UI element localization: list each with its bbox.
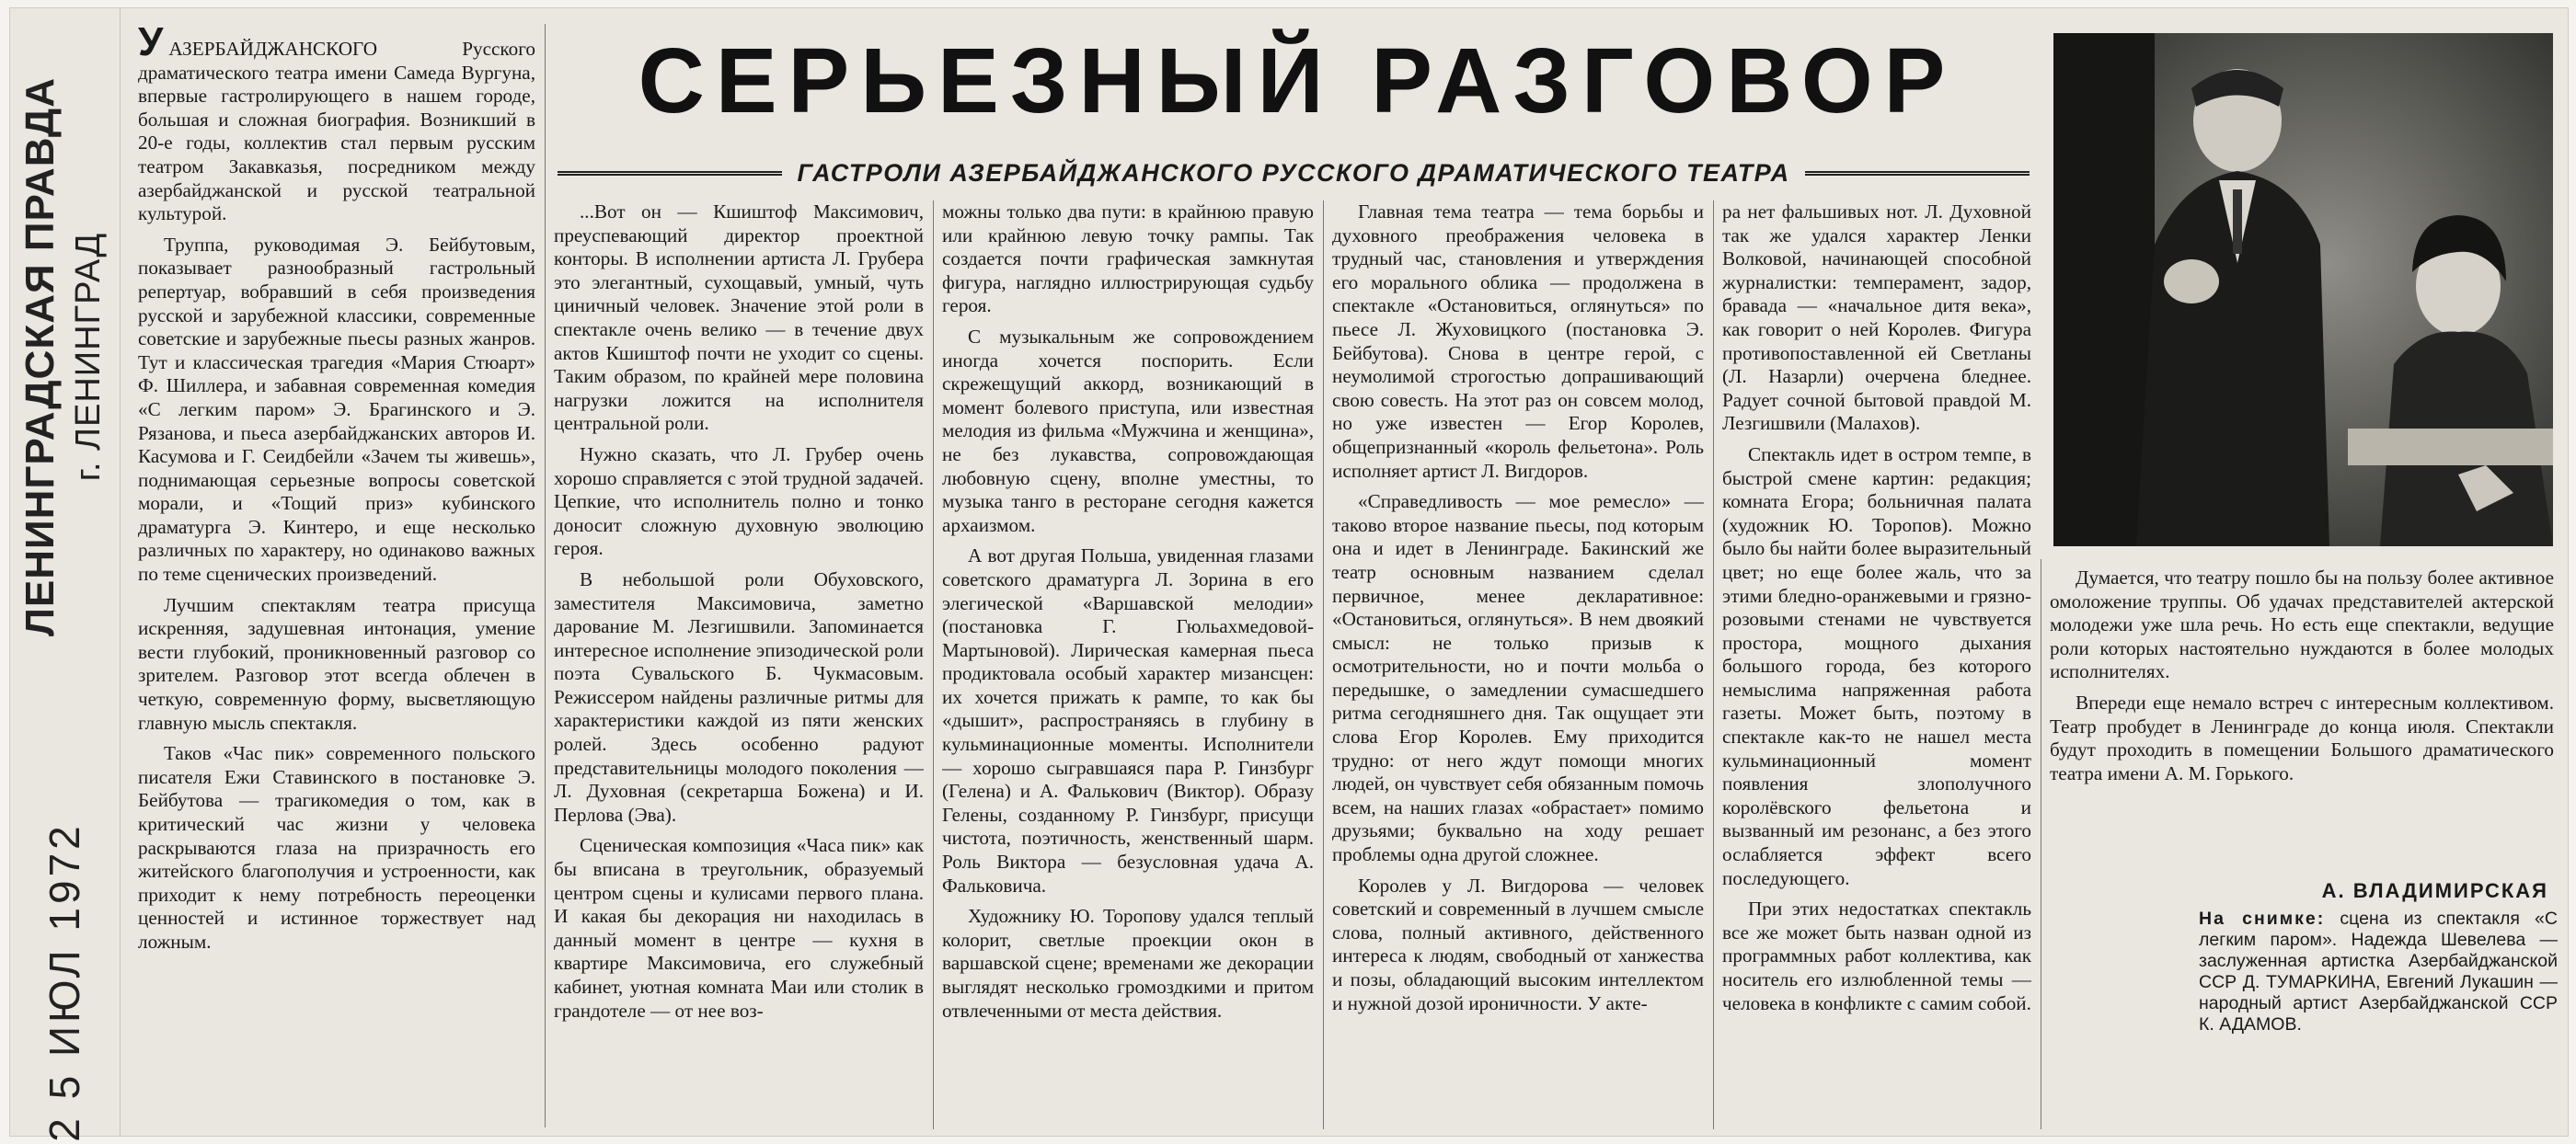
paragraph: Труппа, руководимая Э. Бейбутовым, показывает разнообразный гастрольный репертуар, вобравший в себя произведения русской и зарубежной классики, современные советские и зарубежные пьесы разных жанров. Тут и классическая трагедия «Мария Стюарт» Ф. Шиллера, и забавная современная комедия «С легким паром» Э. Брагинского и Э. Рязанова, и пьеса азербайджанских авторов И. Касумова и Г. Сеидбейли «Зачем ты живешь», поднимающая серьезные вопросы советской морали, и «Тощий приз» кубинского драматурга Э. Кинтеро, и еще несколько различных по характеру, но одинаково важных по теме сценических произведений. [138, 233, 535, 586]
subtitle-rule-left [558, 171, 782, 176]
column-divider [1713, 200, 1714, 1129]
photo-caption [2199, 909, 2558, 1035]
paragraph: Сценическая композиция «Часа пик» как бы вписана в треугольник, образуемый центром сцены и кулисами первого плана. И какая бы декорация ни находилась в данный момент в центре — кухня в квартире Максимовича, его служебный кабинет, уютная комната Маи или столик в грандотеле — от нее воз- [554, 834, 924, 1022]
paragraph: С музыкальным же сопровождением иногда хочется поспорить. Если скрежещущий аккорд, возникающий в момент болевого приступа, или известная мелодия из фильма «Мужчина и женщина», не без лукавства, сопровождающая любовную сцену, вполне уместны, то музыка танго в ресторане сегодня кажется архаизмом. [942, 325, 1314, 536]
library-stamp [9, 7, 121, 1142]
column-divider [933, 200, 934, 1129]
paragraph: Думается, что театру пошло бы на пользу более активное омоложение труппы. Об удачах представителей актерской молодежи уже шла речь. Но есть еще спектакли, ведущие роли которых настоятельно нуждаются в более молодых исполнителях. [2050, 566, 2554, 683]
newspaper-clipping [9, 7, 2569, 1142]
paragraph: Художнику Ю. Торопову удался теплый колорит, светлые проекции окон в варшавской сцене; временами же декорации выглядят несколько громоздкими и притом отвлеченными от места действия. [942, 905, 1314, 1022]
paragraph: Таков «Час пик» современного польского писателя Ежи Ставинского в постановке Э. Бейбутова — трагикомедия о том, как в критический час жизни у человека раскрываются глаза на призрачность его житейского благополучия и устроенности, как приходит к нему потребность переоценки ценностей и истинное торжествует над ложным. [138, 742, 535, 953]
column-divider [1323, 200, 1324, 1129]
intro-paragraph [138, 24, 535, 226]
paragraph: ра нет фальшивых нот. Л. Духовной так же удался характер Ленки Волковой, начинающей способной журналистки: темперамент, задор, бравада — «начальное дитя века», как говорит о ней Королев. Фигура противопоставленной ей Светланы (Л. Назарли) очерчена бледнее. Радует сочной бытовой правдой М. Лезгишвили (Малахов). [1722, 200, 2031, 435]
paragraph: Впереди еще немало встреч с интересным коллективом. Театр пробудет в Ленинграде до конца июля. Спектакли будут проходить в помещении Большого драматического театра имени А. М. Горького. [2050, 691, 2554, 784]
intro-text: АЗЕРБАЙДЖАНСКОГО Русского драматического театра имени Самеда Вургуна, впервые гастролирующего в нашем городе, большая и сложная биография. Возникший в 20-е годы, коллектив стал первым русским театром Закавказья, посредником между азербайджанской и русской театральной культурой. [138, 38, 535, 225]
paragraph: Лучшим спектаклям театра присуща искренняя, задушевная интонация, умение вести глубокий, проникновенный разговор со зрителем. Разговор этот всегда облечен в четкую, современную форму, высветляющую главную мысль спектакля. [138, 593, 535, 734]
stamp-newspaper-name: ЛЕНИНГРАДСКАЯ ПРАВДА [17, 76, 63, 637]
paragraph: Нужно сказать, что Л. Грубер очень хорошо справляется с этой трудной задачей. Цепкие, что исполнитель полно и тонко доносит сложную духовную эволюцию героя. [554, 442, 924, 560]
column-divider [545, 24, 546, 1127]
stamp-newspaper [17, 77, 112, 636]
subtitle-bar [558, 154, 2030, 191]
stage-photo [2053, 33, 2553, 546]
article-title: СЕРЬЕЗНЫЙ РАЗГОВОР [638, 29, 1957, 132]
column-1 [138, 24, 535, 1127]
column-3 [942, 200, 1314, 1129]
stamp-date: 2 5 ИЮЛ 1972 [40, 822, 88, 1142]
paragraph: Спектакль идет в остром темпе, в быстрой смене картин: редакция; комната Егора; больничная палата (художник Ю. Торопов). Можно было бы найти более выразительный цвет; но еще более жаль, что за этими бледно-оранжевыми и грязно-розовыми стенами не чувствуется простора, мощного дыхания большого города, без которого немыслима напряженная работа газеты. Может быть, поэтому в спектакле как-то не нашел места кульминационный момент появления злополучного королёвского фельетона и вызванный им резонанс, а без этого ослабляется эффект всего последующего. [1722, 442, 2031, 889]
subtitle-rule-right [1805, 171, 2030, 176]
column-2 [554, 200, 924, 1129]
caption-lead: На снимке: [2199, 909, 2326, 929]
paragraph: В небольшой роли Обуховского, заместителя Максимовича, заметно дарование М. Лезгишвили. Запоминается интересное исполнение эпизодической роли поэта Сувальского Б. Чукмасовым. Режиссером найдены различные ритмы для характеристики каждой из пяти женских ролей. Здесь особенно радуют представительницы молодого поколения — Л. Духовная (секретарша Божена) и И. Перлова (Эва). [554, 567, 924, 826]
paragraph: Королев у Л. Вигдорова — человек советский и современный в лучшем смысле слова, полный активного, действенного интереса к людям, свободный от ханжества и позы, обладающий высоким интеллектом и нужной дозой ироничности. У акте- [1332, 874, 1704, 1014]
column-6 [2050, 566, 2554, 870]
stage-photo-image [2053, 33, 2553, 546]
article-subtitle: ГАСТРОЛИ АЗЕРБАЙДЖАНСКОГО РУССКОГО ДРАМАТИЧЕСКОГО ТЕАТРА [797, 158, 1790, 187]
paragraph: можны только два пути: в крайнюю правую или крайнюю левую точку рампы. Так создается почти графическая замкнутая фигура, наглядно иллюстрирующая судьбу героя. [942, 200, 1314, 317]
dropcap: У [138, 24, 164, 64]
paragraph: «Справедливость — мое ремесло» — таково второе название пьесы, под которым она и идет в Ленинграде. Бакинский же театр основным названием сделал первичное, менее декларативное: «Остановиться, оглянуться». В нем двоякий смысл: не только призыв к осмотрительности, но и почти мольба о передышке, о замедлении сумасшедшего ритма сегодняшнего дня. Так ощущает эти слова Егор Королев. Ему приходится трудно: от него ждут помощи многих людей, он чувствует себя обязанным помочь всем, на наших глазах «обрастает» помимо друзьями; буквально на ходу решает проблемы одна другой сложнее. [1332, 490, 1704, 866]
column-5 [1722, 200, 2031, 1129]
caption-text: сцена из спектакля «С легким паром». Надежда Шевелева — заслуженная артистка Азербайджанской ССР Д. ТУМАРКИНА, Евгений Лукашин — народный артист Азербайджанской ССР К. АДАМОВ. [2199, 909, 2558, 1035]
stamp-city: г. ЛЕНИНГРАД [69, 232, 108, 482]
paragraph: При этих недостатках спектакль все же может быть назван одной из программных работ коллектива, как носитель его излюбленной темы — человека в конфликте с самим собой. [1722, 898, 2031, 1014]
paragraph: ...Вот он — Кшиштоф Максимович, преуспевающий директор проектной конторы. В исполнении артиста Л. Грубера это элегантный, сухощавый, умный, чуть циничный человек. Значение этой роли в спектакле очень велико — в течение двух актов Кшиштоф почти не уходит со сцены. Таким образом, по крайней мере половина нагрузки ложится на исполнителя центральной роли. [554, 200, 924, 435]
author-signature: А. ВЛАДИМИРСКАЯ [2321, 879, 2548, 902]
paragraph: Главная тема театра — тема борьбы и духовного преображения человека в трудный час, становления и утверждения его морального облика — продолжена в спектакле «Остановиться, оглянуться» по пьесе Л. Жуховицкого (постановка Э. Бейбутова). Снова в центре герой, с неумолимой строгостью допрашивающий свою совесть. На этот раз он совсем молод, но уже известен — Егор Королев, общепризнанный «король фельетона». Роль исполняет артист Л. Вигдоров. [1332, 200, 1704, 482]
column-4 [1332, 200, 1704, 1129]
paragraph: А вот другая Польша, увиденная глазами советского драматурга Л. Зорина в его элегической «Варшавской мелодии» (постановка Г. Гюльахмедовой-Мартыновой). Лирическая камерная пьеса продиктовала особый характер мизансцен: их хочется прижать к рампе, то как бы «дышит», распространяясь в глубину в кульминационные моменты. Исполнители — хорошо сыгравшаяся пара Р. Гинзбург (Гелена) и А. Фалькович (Виктор). Образу Гелены, созданному Р. Гинзбург, присущи чистота, поэтичность, женственный шарм. Роль Виктора — безусловная удача А. Фальковича. [942, 544, 1314, 897]
